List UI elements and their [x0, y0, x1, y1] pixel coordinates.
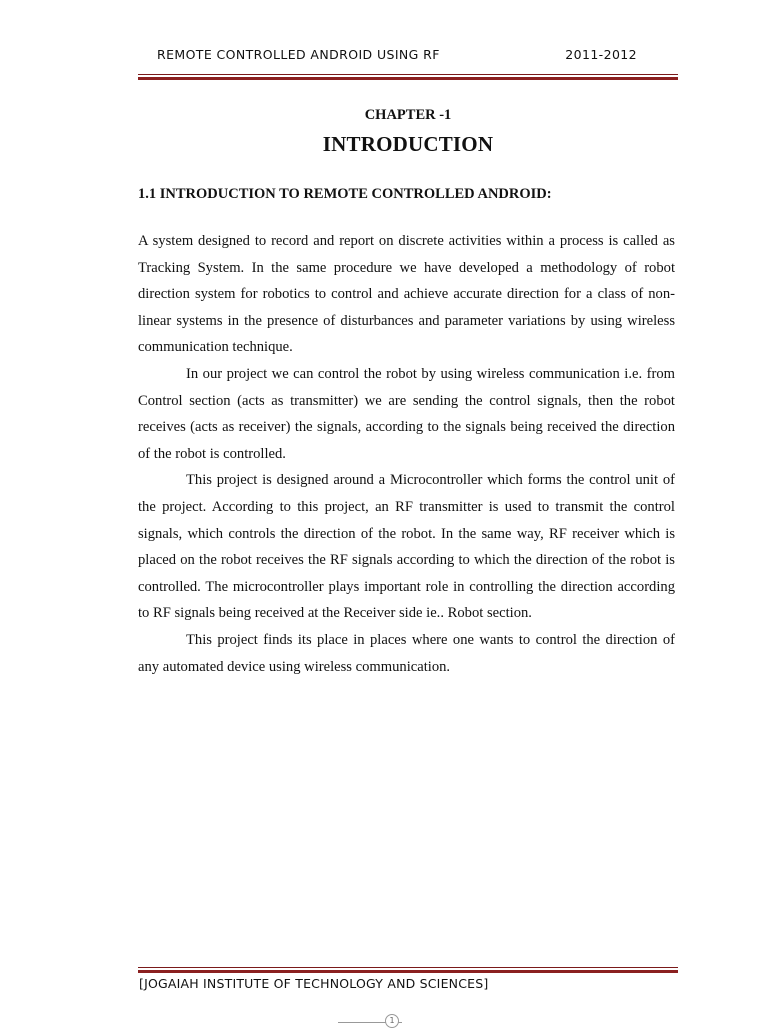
page-header [157, 47, 637, 67]
page-title: INTRODUCTION [322, 132, 494, 156]
header-year: 2011-2012 [565, 47, 637, 62]
footer-rule [138, 967, 678, 973]
header-rule [138, 74, 678, 80]
paragraph-3: This project is designed around a Microcontroller which forms the control unit of the project. According to this project, an RF transmitter is used to transmit the control signals, which controls the direction of the robot. In the same way, RF receiver which is placed on the robot receives the RF signals according to which the direction of the robot is controlled. The microcontroller plays important role in controlling the direction according to RF signals being received at the Receiver side ie.. Robot section. [138, 472, 675, 622]
page-number: 1 [385, 1014, 399, 1028]
header-title: REMOTE CONTROLLED ANDROID USING RF [157, 47, 440, 62]
body-text [138, 228, 675, 680]
paragraph-4: This project finds its place in places where one wants to control the direction of any automated device using wireless communication. [138, 631, 675, 675]
paragraph-2: In our project we can control the robot by using wireless communication i.e. from Control section (acts as transmitter) we are sending the control signals, then the robot receives (acts as receiver) the signals, according to the signals being received the direction of the robot is controlled. [138, 365, 675, 462]
chapter-label: CHAPTER -1 [364, 107, 452, 123]
section-heading: 1.1 INTRODUCTION TO REMOTE CONTROLLED ANDROID: [138, 186, 552, 202]
page-number-mark [338, 1010, 402, 1024]
paragraph-1: A system designed to record and report on discrete activities within a process is called as Tracking System. In the same procedure we have developed a methodology of robot direction system for robotics to control and achieve accurate direction for a class of non-linear systems in the presence of disturbances and parameter variations by using wireless communication technique. [138, 233, 675, 356]
page-footer: [JOGAIAH INSTITUTE OF TECHNOLOGY AND SCIENCES] [139, 976, 489, 991]
